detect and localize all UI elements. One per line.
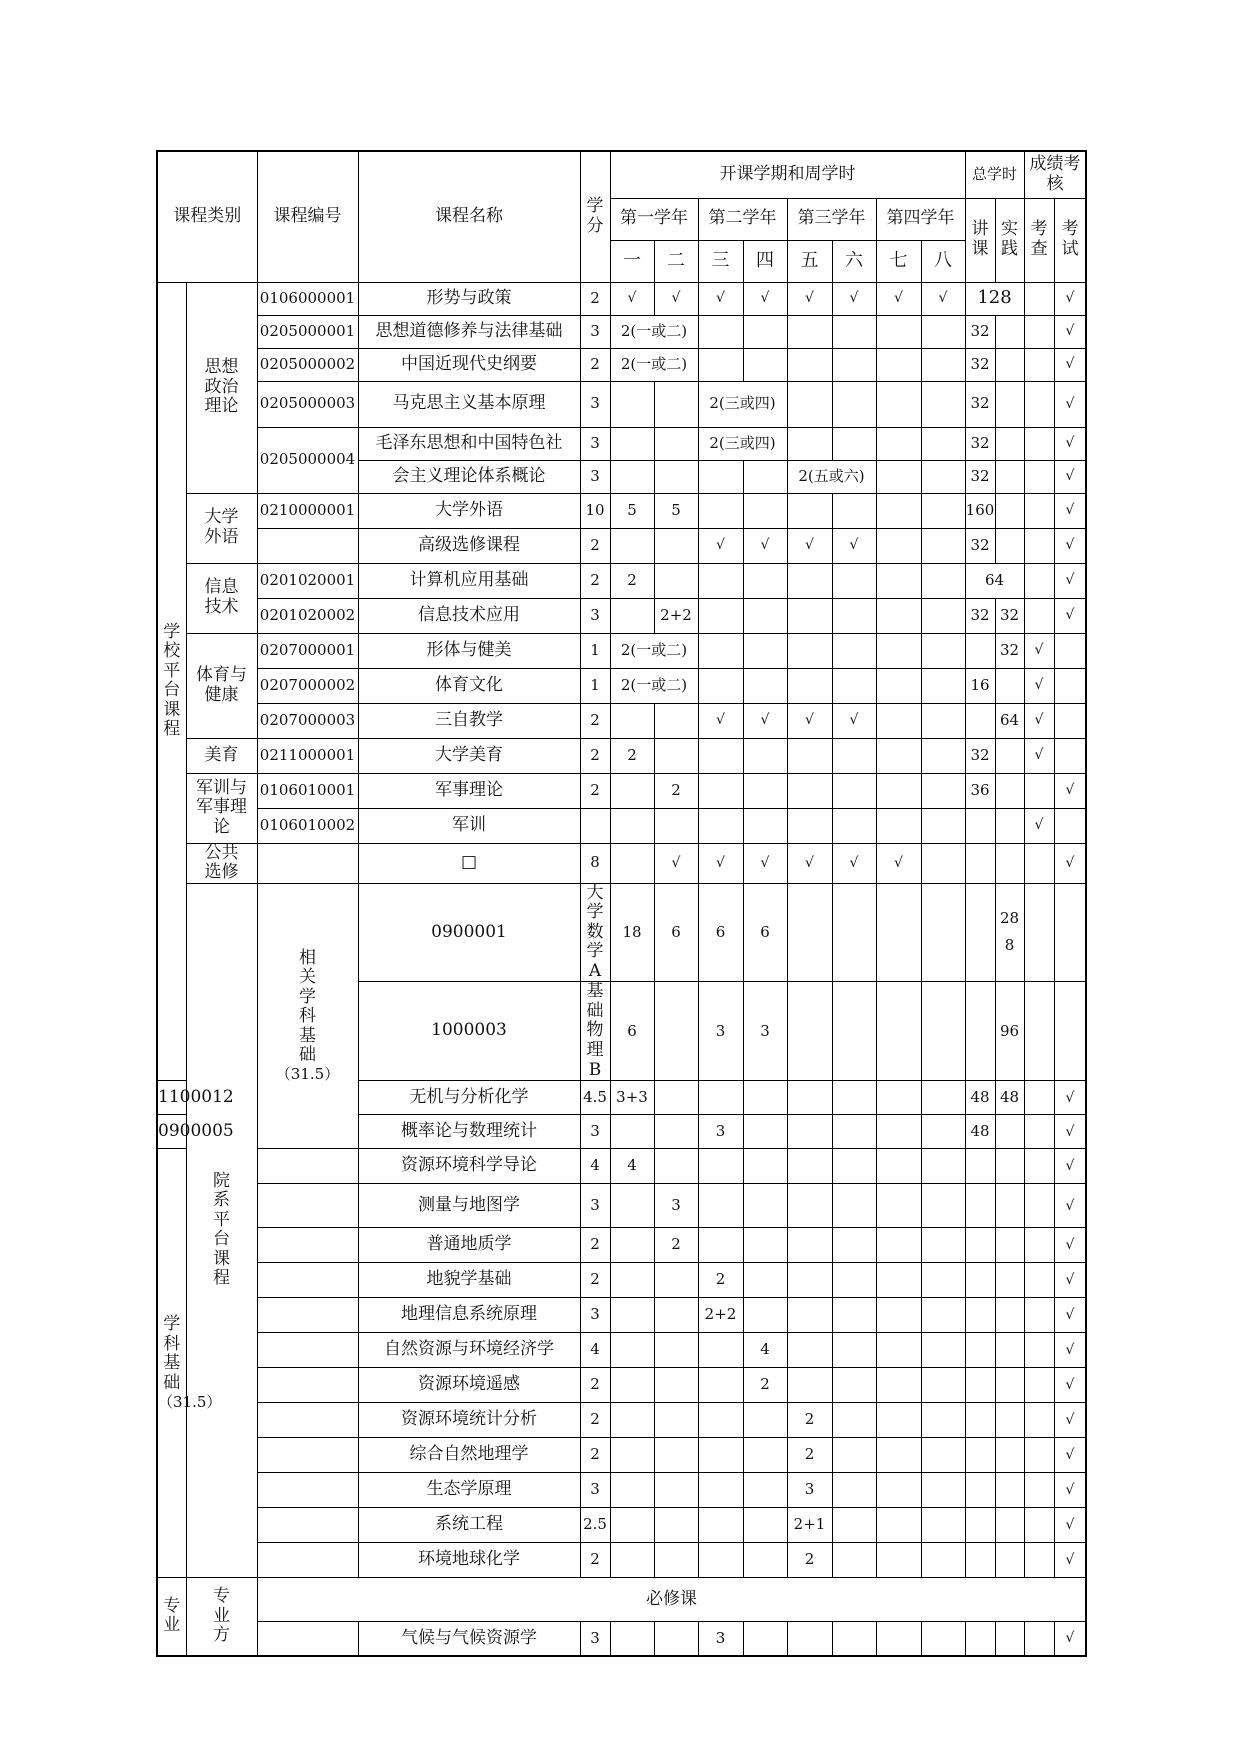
course-name: 军事理论 [358,773,580,808]
sem-cell: 2 [654,1228,698,1263]
sem-cell: √ [876,843,921,883]
course-name: 系统工程 [358,1508,580,1543]
sem-cell: 4 [743,1333,787,1368]
course-name: 资源环境科学导论 [358,1149,580,1184]
course-credit: 3 [580,598,610,633]
course-name: 马克思主义基本原理 [358,381,580,427]
header-sem-3: 三 [698,240,743,282]
exam-cell: √ [1054,1115,1086,1149]
required-courses-label: 必修课 [257,1578,1086,1622]
exam-cell: √ [1054,1298,1086,1333]
sem-cell: √ [743,703,787,738]
exam-cell: √ [1054,1508,1086,1543]
course-name: 资源环境遥感 [358,1368,580,1403]
sem-cell: √ [787,703,832,738]
sem-cell: √ [921,282,965,315]
course-code: 0205000003 [257,381,358,427]
exam-cell: √ [1054,1543,1086,1578]
header-sem-4: 四 [743,240,787,282]
sem-cell: 3 [698,1622,743,1656]
course-credit: 2 [580,1228,610,1263]
table-row [157,1368,1086,1403]
header-category: 课程类别 [157,151,257,282]
check-cell: √ [1024,633,1054,668]
sem-cell: 3 [654,1184,698,1228]
course-credit: 2 [580,563,610,598]
lecture-hours: 32 [965,348,995,381]
course-code: 0205000004 [257,427,358,493]
sem-cell: 2(三或四) [698,427,787,460]
table-row [157,315,1086,348]
course-code: 0207000001 [257,633,358,668]
header-sem-2: 二 [654,240,698,282]
sem-cell: √ [787,282,832,315]
lecture-hours: 32 [965,598,995,633]
lecture-hours: 48 [965,1081,995,1115]
header-schedule: 开课学期和周学时 [610,151,965,198]
exam-cell: √ [1054,1622,1086,1656]
course-credit: 2 [580,773,610,808]
exam-cell: √ [1054,598,1086,633]
course-name: 环境地球化学 [358,1543,580,1578]
header-year1: 第一学年 [610,198,698,240]
sem-cell: √ [654,843,698,883]
course-code: 0211000001 [257,738,358,773]
course-code: 0106010002 [257,808,358,843]
exam-cell: √ [1054,282,1086,315]
course-name: 地理信息系统原理 [358,1298,580,1333]
sem-cell: 2 [787,1438,832,1473]
course-name: 三自教学 [358,703,580,738]
table-row [157,1263,1086,1298]
exam-cell: √ [1054,1149,1086,1184]
course-code: 0106000001 [257,282,358,315]
course-credit: 3 [580,1298,610,1333]
course-name: 大学美育 [358,738,580,773]
header-exam: 考试 [1054,198,1086,282]
header-sem-1: 一 [610,240,654,282]
course-name: 形体与健美 [358,633,580,668]
total-hours: 64 [965,563,1024,598]
sem-cell: √ [743,843,787,883]
sem-cell: √ [698,282,743,315]
sem-cell: 2(三或四) [698,381,787,427]
group-related: 相关学科基础 （31.5） [257,883,358,1148]
course-credit: 3 [580,1473,610,1508]
exam-cell: √ [1054,1263,1086,1298]
course-credit: 3 [580,1184,610,1228]
sem-cell: 2+2 [698,1298,743,1333]
group-public-elective: 公共选修 [186,843,257,883]
group-major: 专业 [157,1578,186,1656]
header-lecture: 讲课 [965,198,995,282]
sem-cell: 2 [698,1263,743,1298]
exam-cell: √ [1054,773,1086,808]
exam-cell: √ [1054,1368,1086,1403]
header-sem-7: 七 [876,240,921,282]
lecture-hours: 36 [965,773,995,808]
course-code: 0900001 [358,883,580,982]
header-total-hours: 总学时 [965,151,1024,198]
course-code: 1000003 [358,982,580,1081]
total-hours: 128 [965,282,1024,315]
lecture-hours: 160 [965,493,995,528]
course-credit: 8 [580,843,610,883]
group-military: 军训与军事理论 [186,773,257,843]
check-cell [1024,282,1054,315]
lecture-hours: 96 [995,982,1024,1081]
sem-cell: 2 [610,738,654,773]
course-credit: 3 [580,381,610,427]
course-credit: 1 [580,633,610,668]
lecture-hours: 32 [965,528,995,563]
course-credit: 2 [580,528,610,563]
course-code: 0201020001 [257,563,358,598]
sem-cell: 3 [698,982,743,1081]
table-row [157,1578,1086,1622]
lecture-hours: 28 8 [995,883,1024,982]
exam-cell: √ [1054,493,1086,528]
sem-cell: √ [610,282,654,315]
course-name: 毛泽东思想和中国特色社 [358,427,580,460]
table-row [157,493,1086,528]
sem-cell: 2 [654,773,698,808]
sem-cell: 2 [610,563,654,598]
course-code: 0900005 [157,1115,186,1149]
sem-cell: 2(一或二) [610,633,698,668]
group-foreign: 大学外语 [186,493,257,563]
course-name: 思想道德修养与法律基础 [358,315,580,348]
course-code: 0210000001 [257,493,358,528]
course-name: 基础物理 B [580,982,610,1081]
group-school-platform: 学校平台课程 [157,282,186,1081]
table-row [157,1508,1086,1543]
sem-cell: 3 [787,1473,832,1508]
course-name: 中国近现代史纲要 [358,348,580,381]
table-row [157,703,1086,738]
course-name: 大学数学 A [580,883,610,982]
course-credit: 2 [580,282,610,315]
sem-cell: √ [787,843,832,883]
course-name: 高级选修课程 [358,528,580,563]
sem-cell: 5 [654,493,698,528]
table-row [157,883,1086,982]
exam-cell: √ [1054,528,1086,563]
practice-hours: 48 [995,1081,1024,1115]
group-it: 信息技术 [186,563,257,633]
course-name: 概率论与数理统计 [358,1115,580,1149]
exam-cell: √ [1054,1081,1086,1115]
exam-cell: √ [1054,1184,1086,1228]
course-name: 地貌学基础 [358,1263,580,1298]
course-name: 自然资源与环境经济学 [358,1333,580,1368]
sem-cell: 2 [787,1543,832,1578]
exam-cell: √ [1054,1403,1086,1438]
course-name: □ [358,843,580,883]
course-credit: 10 [580,493,610,528]
course-code: 0207000002 [257,668,358,703]
course-credit: 2 [580,703,610,738]
check-cell: √ [1024,738,1054,773]
exam-cell: √ [1054,1438,1086,1473]
course-credit: 2 [580,1368,610,1403]
table-row [157,668,1086,703]
course-credit: 3 [580,315,610,348]
table-row [157,843,1086,883]
sem-cell: 2(五或六) [787,460,876,493]
sem-cell: √ [654,282,698,315]
sem-cell: 2+2 [654,598,698,633]
exam-cell: √ [1054,427,1086,460]
sem-cell: 2 [787,1403,832,1438]
exam-cell: √ [1054,563,1086,598]
course-credit: 2 [580,348,610,381]
group-pe: 体育与健康 [186,633,257,738]
course-code: 0106010001 [257,773,358,808]
course-name: 气候与气候资源学 [358,1622,580,1656]
check-cell: √ [1024,703,1054,738]
group-discipline: 学科基础 （31.5） [157,1149,186,1578]
header-year4: 第四学年 [876,198,965,240]
course-name: 生态学原理 [358,1473,580,1508]
sem-cell: 2 [743,1368,787,1403]
course-credit: 6 [610,982,654,1081]
course-name: 体育文化 [358,668,580,703]
table-row [157,1333,1086,1368]
course-name: 资源环境统计分析 [358,1403,580,1438]
sem-cell: √ [743,528,787,563]
sem-cell: √ [743,282,787,315]
sem-cell: √ [832,528,876,563]
table-row [157,381,1086,427]
sem-cell: 3 [743,982,787,1081]
course-credit: 2 [580,738,610,773]
exam-cell: √ [1054,843,1086,883]
course-name: 军训 [358,808,580,843]
course-credit: 1 [580,668,610,703]
sem-cell: √ [832,703,876,738]
course-plan-table [156,150,1087,1657]
table-row [157,1473,1086,1508]
practice-hours: 64 [995,703,1024,738]
sem-cell: 4 [610,1149,654,1184]
sem-cell: √ [876,282,921,315]
check-cell: √ [1024,808,1054,843]
group-ideology: 思想政治理论 [186,282,257,493]
header-assessment: 成绩考核 [1024,151,1086,198]
exam-cell: √ [1054,1333,1086,1368]
course-code: 0207000003 [257,703,358,738]
table-row [157,282,1086,315]
lecture-hours: 32 [965,460,995,493]
course-credit: 18 [610,883,654,982]
course-credit: 3 [580,1622,610,1656]
table-row [157,1622,1086,1656]
table-row [157,563,1086,598]
table-row [157,348,1086,381]
sem-cell: 5 [610,493,654,528]
sem-cell: 2(一或二) [610,348,698,381]
exam-cell: √ [1054,348,1086,381]
course-name: 会主义理论体系概论 [358,460,580,493]
course-name: 计算机应用基础 [358,563,580,598]
course-name: 测量与地图学 [358,1184,580,1228]
course-credit: 2 [580,1263,610,1298]
header-practice: 实践 [995,198,1024,282]
exam-cell: √ [1054,1228,1086,1263]
lecture-hours: 32 [965,315,995,348]
table-row [157,773,1086,808]
header-credit: 学分 [580,151,610,282]
course-credit: 3 [580,460,610,493]
course-credit: 3 [580,1115,610,1149]
course-name: 普通地质学 [358,1228,580,1263]
course-credit: 2 [580,1403,610,1438]
sem-cell: 6 [654,883,698,982]
header-name: 课程名称 [358,151,580,282]
group-dept-platform: 院系平台课程 [186,883,257,1577]
course-credit: 4 [580,1149,610,1184]
table-row [157,528,1086,563]
lecture-hours: 48 [965,1115,995,1149]
table-row [157,808,1086,843]
table-row [157,1149,1086,1184]
sem-cell: 2(一或二) [610,315,698,348]
lecture-hours: 32 [965,381,995,427]
practice-hours: 32 [995,633,1024,668]
header-year2: 第二学年 [698,198,787,240]
course-code: 1100012 [157,1081,186,1115]
lecture-hours: 16 [965,668,995,703]
exam-cell: √ [1054,1473,1086,1508]
group-major-direction: 专业方 [186,1578,257,1656]
sem-cell: √ [698,528,743,563]
sem-cell: 6 [698,883,743,982]
table-row [157,427,1086,460]
course-name: 综合自然地理学 [358,1438,580,1473]
course-code: 0205000001 [257,315,358,348]
table-row [157,598,1086,633]
sem-cell: √ [698,703,743,738]
sem-cell: √ [832,282,876,315]
course-name: 无机与分析化学 [358,1081,580,1115]
practice-hours: 32 [995,598,1024,633]
sem-cell: 2(一或二) [610,668,698,703]
sem-cell: 6 [743,883,787,982]
table-row [157,738,1086,773]
course-credit: 2 [580,1438,610,1473]
exam-cell: √ [1054,315,1086,348]
course-credit: 2 [580,1543,610,1578]
table-row [157,1543,1086,1578]
course-credit: 4.5 [580,1081,610,1115]
sem-cell: √ [787,528,832,563]
exam-cell: √ [1054,460,1086,493]
table-row [157,633,1086,668]
sem-cell: √ [832,843,876,883]
course-code: 0205000002 [257,348,358,381]
sem-cell: 3+3 [610,1081,654,1115]
table-row [157,1184,1086,1228]
group-art: 美育 [186,738,257,773]
header-code: 课程编号 [257,151,358,282]
lecture-hours: 32 [965,738,995,773]
course-code: 0201020002 [257,598,358,633]
table-row [157,1298,1086,1333]
header-sem-8: 八 [921,240,965,282]
course-credit: 2.5 [580,1508,610,1543]
course-name: 形势与政策 [358,282,580,315]
sem-cell: 2+1 [787,1508,832,1543]
check-cell: √ [1024,668,1054,703]
course-name: 大学外语 [358,493,580,528]
header-year3: 第三学年 [787,198,876,240]
course-credit: 4 [580,1333,610,1368]
lecture-hours: 32 [965,427,995,460]
course-name: 信息技术应用 [358,598,580,633]
sem-cell: √ [698,843,743,883]
table-row [157,1438,1086,1473]
exam-cell: √ [1054,381,1086,427]
sem-cell: 3 [698,1115,743,1149]
header-sem-6: 六 [832,240,876,282]
table-row [157,1228,1086,1263]
header-sem-5: 五 [787,240,832,282]
table-row [157,1403,1086,1438]
course-credit: 3 [580,427,610,460]
header-check: 考查 [1024,198,1054,282]
